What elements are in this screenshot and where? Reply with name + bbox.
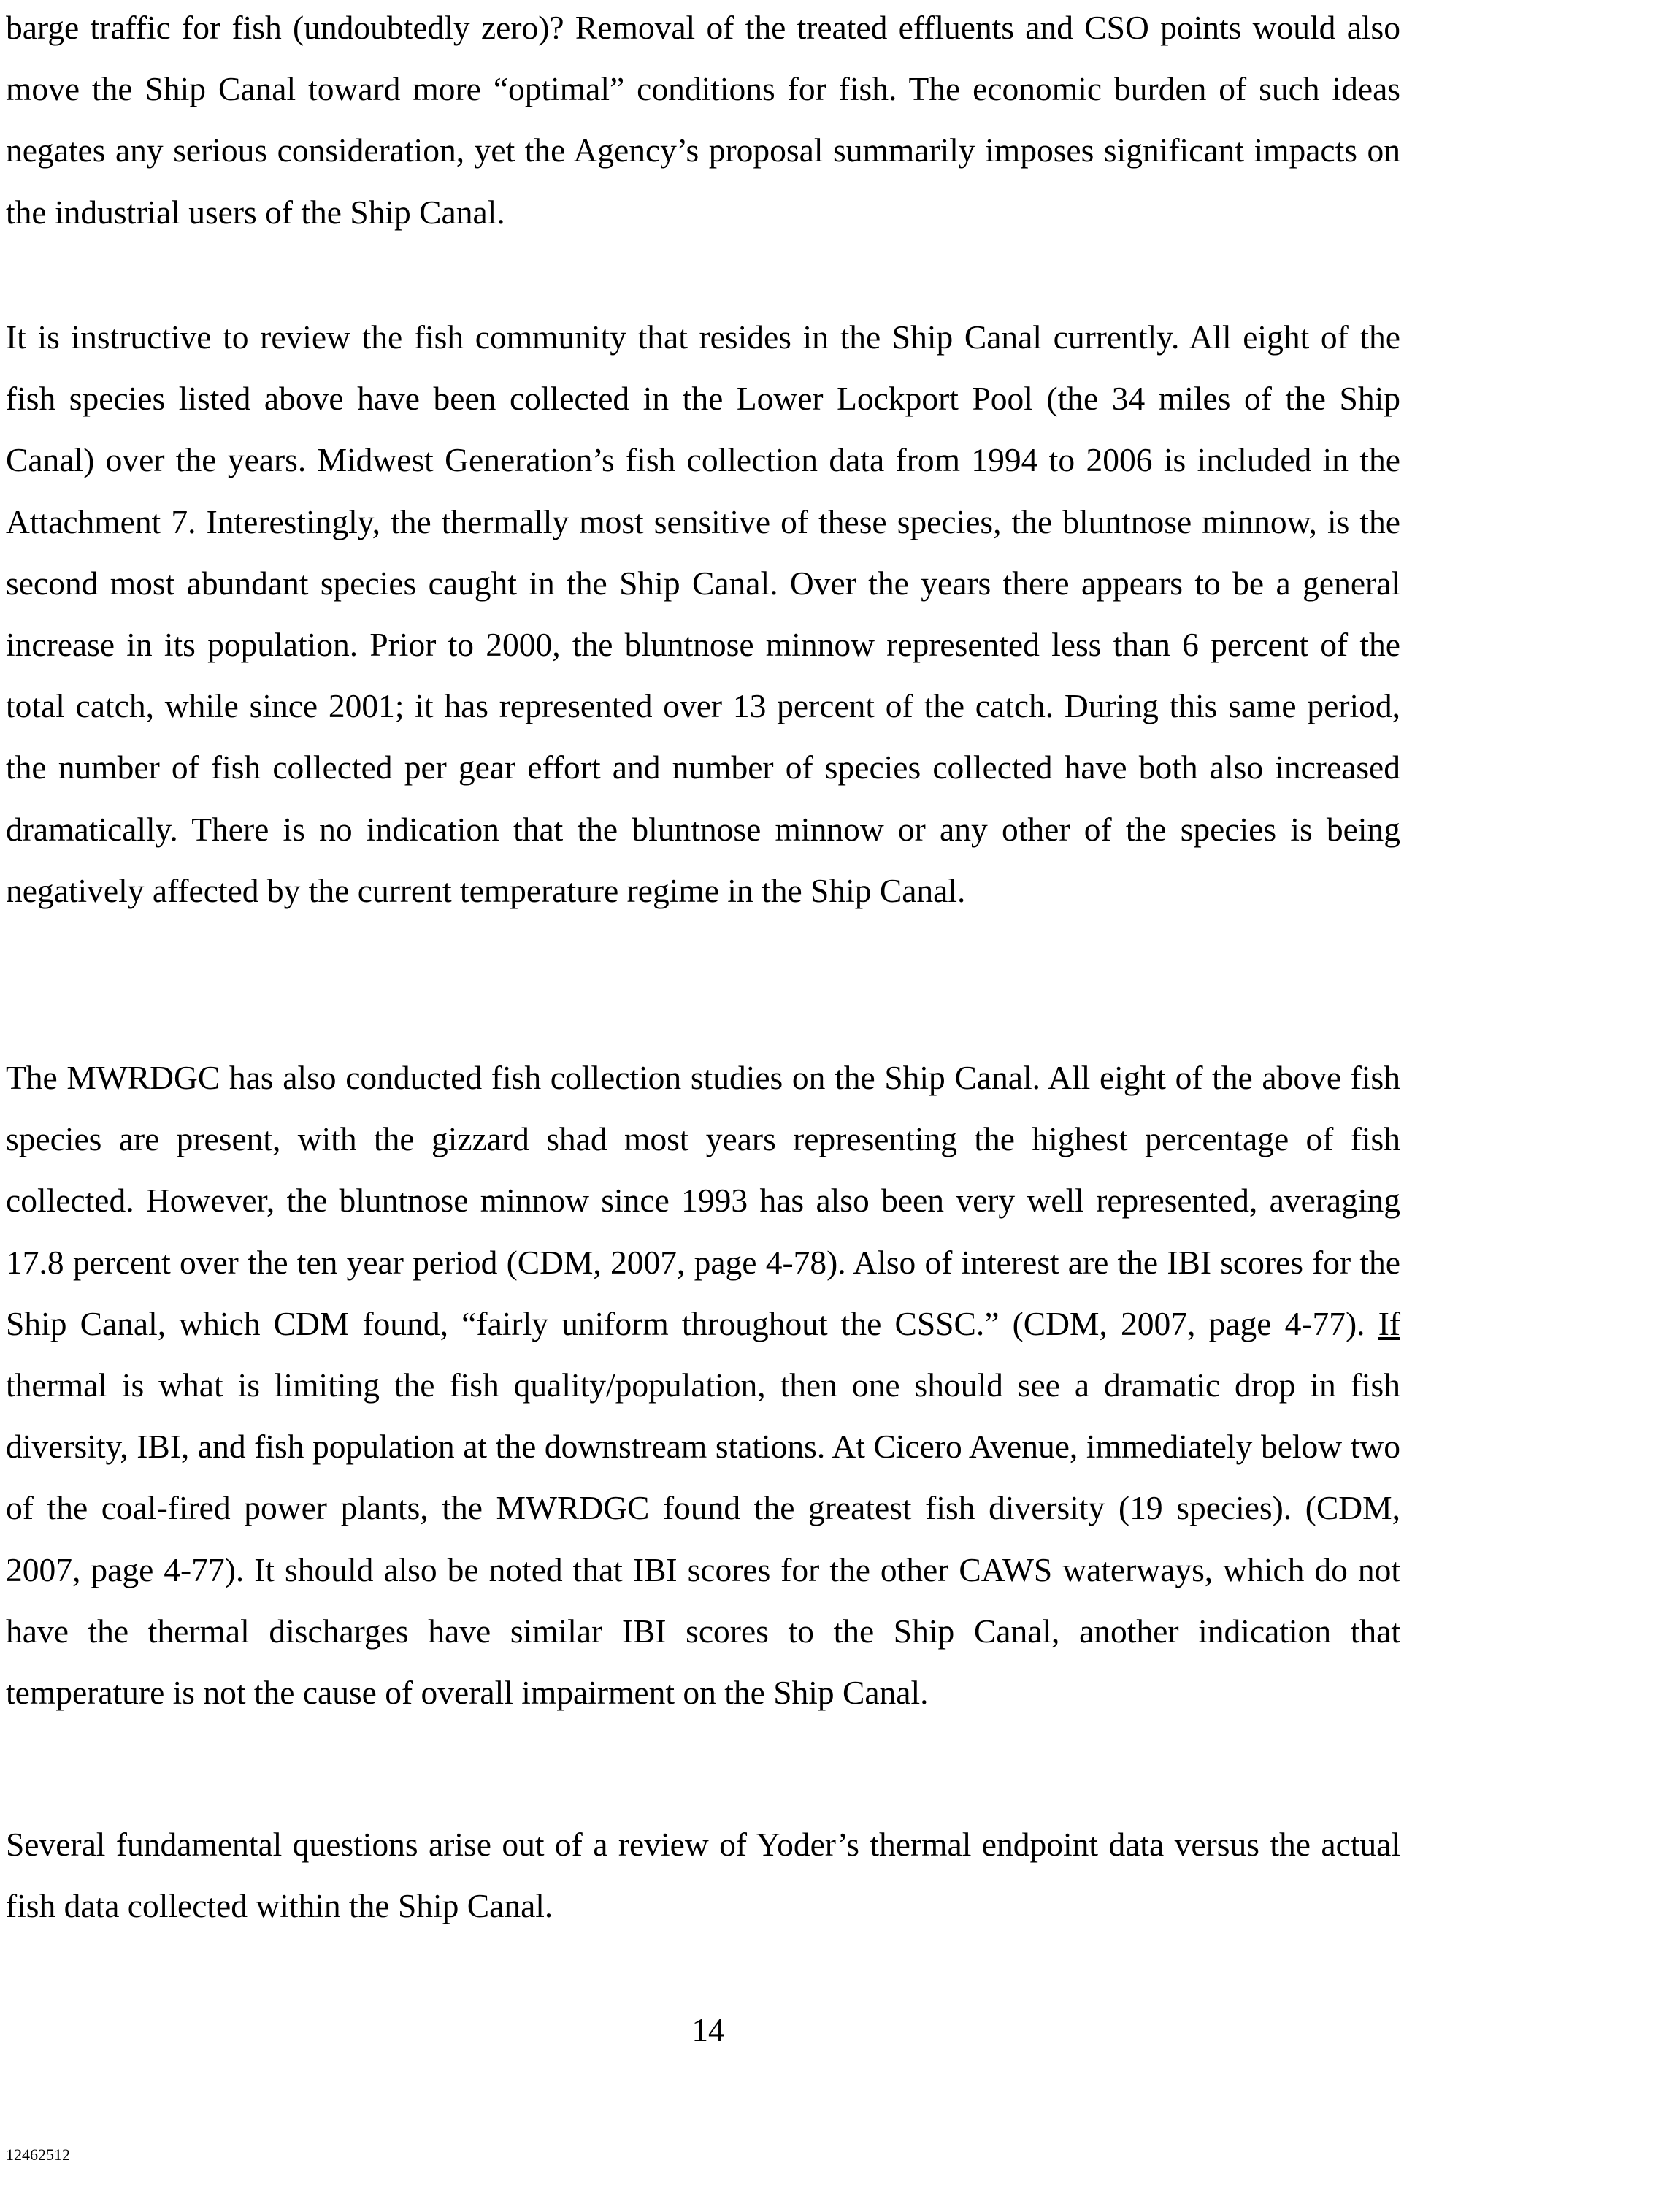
paragraph-mwrdgc-studies bbox=[6, 1047, 1400, 1723]
paragraph-barge-traffic: barge traffic for fish (undoubtedly zero)? Removal of the treated effluents and CSO points would also move the Ship Canal toward more “optimal” conditions for fish. The economic burden of such ideas negates any serious consideration, yet the Agency’s proposal summarily imposes significant impacts on the industrial users of the Ship Canal. bbox=[6, 9, 1400, 231]
paragraph-fundamental-questions: Several fundamental questions arise out of a review of Yoder’s thermal endpoint data versus the actual fish data collected within the Ship Canal. bbox=[6, 1826, 1400, 1925]
paragraph-mwrdgc-text-end: thermal is what is limiting the fish quality/population, then one should see a dramatic drop in fish diversity, IBI, and fish population at the downstream stations. At Cicero Avenue, immediately below two of the coal-fired power plants, the MWRDGC found the greatest fish diversity (19 species). (CDM, 2007, page 4-77). It should also be noted that IBI scores for the other CAWS waterways, which do not have the thermal discharges have similar IBI scores to the Ship Canal, another indication that temperature is not the cause of overall impairment on the Ship Canal. bbox=[6, 1366, 1400, 1712]
underlined-word-if: If bbox=[1378, 1304, 1400, 1342]
paragraph-fish-community: It is instructive to review the fish community that resides in the Ship Canal currently. All eight of the fish species listed above have been collected in the Lower Lockport Pool (the 34 miles of the Ship Canal) over the years. Midwest Generation’s fish collection data from 1994 to 2006 is included in the Attachment 7. Interestingly, the thermally most sensitive of these species, the bluntnose minnow, is the second most abundant species caught in the Ship Canal. Over the years there appears to be a general increase in its population. Prior to 2000, the bluntnose minnow represented less than 6 percent of the total catch, while since 2001; it has represented over 13 percent of the catch. During this same period, the number of fish collected per gear effort and number of species collected have both also increased dramatically. There is no indication that the bluntnose minnow or any other of the species is being negatively affected by the current temperature regime in the Ship Canal. bbox=[6, 318, 1400, 909]
page-number: 14 bbox=[691, 2012, 725, 2048]
document-id: 12462512 bbox=[6, 2146, 70, 2164]
paragraph-mwrdgc-text-start: The MWRDGC has also conducted fish collection studies on the Ship Canal. All eight of the above fish species are present, with the gizzard shad most years representing the highest percentage of fish collected. However, the bluntnose minnow since 1993 has also been very well represented, averaging 17.8 percent over the ten year period (CDM, 2007, page 4-78). Also of interest are the IBI scores for the Ship Canal, which CDM found, “fairly uniform throughout the CSSC.” (CDM, 2007, page 4-77). bbox=[6, 1059, 1400, 1342]
